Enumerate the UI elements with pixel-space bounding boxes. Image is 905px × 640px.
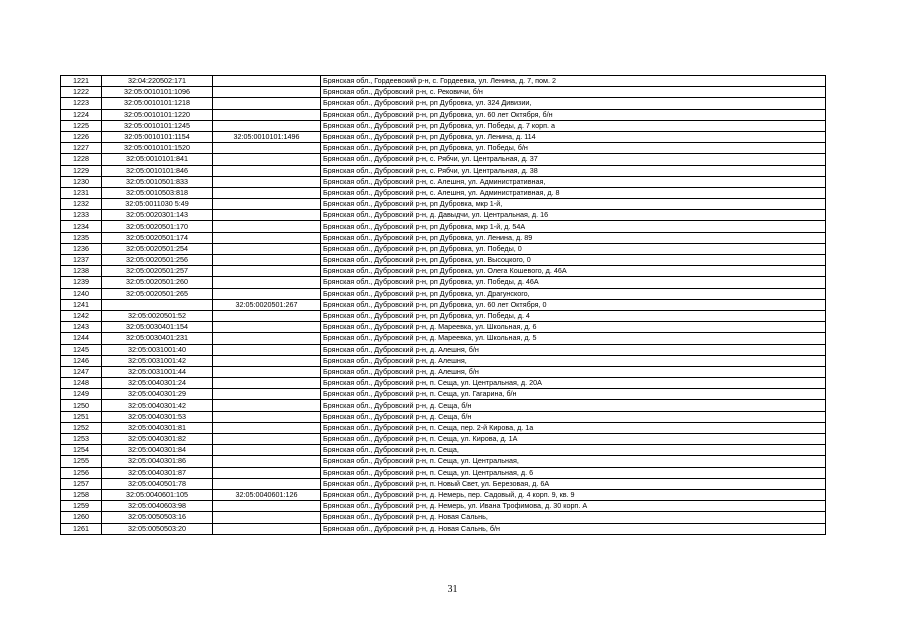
address-cell: Брянская обл., Дубровский р-н, д. Мареевка, ул. Школьная, д. 6: [321, 322, 826, 333]
registry-table: [60, 75, 826, 535]
table-row: [61, 310, 826, 321]
address-cell: Брянская обл., Дубровский р-н, рп Дубровка, ул. Победы, б/н: [321, 143, 826, 154]
table-row: [61, 422, 826, 433]
address-cell: Брянская обл., Дубровский р-н, с. Рябчи, ул. Центральная, д. 37: [321, 154, 826, 165]
linked-cadastral-number-cell: [213, 422, 321, 433]
table-row: [61, 400, 826, 411]
cadastral-number-cell: 32:04:220502:171: [102, 76, 213, 87]
linked-cadastral-number-cell: [213, 512, 321, 523]
address-cell: Брянская обл., Дубровский р-н, рп Дубровка, ул. Победы, д. 4: [321, 310, 826, 321]
row-number-cell: 1222: [61, 87, 102, 98]
row-number-cell: 1228: [61, 154, 102, 165]
linked-cadastral-number-cell: [213, 445, 321, 456]
address-cell: Брянская обл., Дубровский р-н, рп Дубровка, ул. Драгунского,: [321, 288, 826, 299]
cadastral-number-cell: 32:05:0020501:256: [102, 255, 213, 266]
linked-cadastral-number-cell: [213, 366, 321, 377]
cadastral-number-cell: 32:05:0040301:84: [102, 445, 213, 456]
cadastral-number-cell: 32:05:0020501:260: [102, 277, 213, 288]
linked-cadastral-number-cell: 32:05:0010101:1496: [213, 131, 321, 142]
linked-cadastral-number-cell: [213, 344, 321, 355]
linked-cadastral-number-cell: [213, 187, 321, 198]
address-cell: Брянская обл., Дубровский р-н, п. Сеща, ул. Кирова, д. 1А: [321, 434, 826, 445]
linked-cadastral-number-cell: [213, 400, 321, 411]
cadastral-number-cell: 32:05:0011030 5:49: [102, 199, 213, 210]
cadastral-number-cell: 32:05:0040301:87: [102, 467, 213, 478]
table-row: [61, 255, 826, 266]
cadastral-number-cell: 32:05:0020501:254: [102, 243, 213, 254]
cadastral-number-cell: 32:05:0040301:86: [102, 456, 213, 467]
address-cell: Брянская обл., Дубровский р-н, рп Дубровка, ул. Ленина, д. 114: [321, 131, 826, 142]
table-row: [61, 120, 826, 131]
row-number-cell: 1231: [61, 187, 102, 198]
linked-cadastral-number-cell: [213, 221, 321, 232]
table-row: [61, 243, 826, 254]
row-number-cell: 1255: [61, 456, 102, 467]
address-cell: Брянская обл., Дубровский р-н, д. Алешня, б/н: [321, 366, 826, 377]
cadastral-number-cell: 32:05:0050503:20: [102, 523, 213, 534]
address-cell: Брянская обл., Дубровский р-н, п. Сеща, пер. 2-й Кирова, д. 1а: [321, 422, 826, 433]
table-row: [61, 176, 826, 187]
row-number-cell: 1243: [61, 322, 102, 333]
address-cell: Брянская обл., Дубровский р-н, д. Сеща, б/н: [321, 411, 826, 422]
row-number-cell: 1234: [61, 221, 102, 232]
linked-cadastral-number-cell: [213, 333, 321, 344]
table-row: [61, 501, 826, 512]
address-cell: Брянская обл., Дубровский р-н, п. Сеща,: [321, 445, 826, 456]
row-number-cell: 1245: [61, 344, 102, 355]
address-cell: Брянская обл., Дубровский р-н, рп Дубровка, ул. Ленина, д. 89: [321, 232, 826, 243]
linked-cadastral-number-cell: [213, 120, 321, 131]
address-cell: Брянская обл., Дубровский р-н, д. Новая Сальнь,: [321, 512, 826, 523]
row-number-cell: 1232: [61, 199, 102, 210]
table-row: [61, 478, 826, 489]
cadastral-number-cell: 32:05:0020501:52: [102, 310, 213, 321]
linked-cadastral-number-cell: [213, 109, 321, 120]
table-row: [61, 467, 826, 478]
cadastral-number-cell: 32:05:0020501:265: [102, 288, 213, 299]
table-row: [61, 187, 826, 198]
table-row: [61, 445, 826, 456]
address-cell: Брянская обл., Дубровский р-н, рп Дубровка, ул. Победы, д. 46А: [321, 277, 826, 288]
address-cell: Брянская обл., Дубровский р-н, с. Алешня, ул. Административная,: [321, 176, 826, 187]
row-number-cell: 1230: [61, 176, 102, 187]
row-number-cell: 1237: [61, 255, 102, 266]
table-row: [61, 131, 826, 142]
cadastral-number-cell: 32:05:0031001:44: [102, 366, 213, 377]
row-number-cell: 1244: [61, 333, 102, 344]
address-cell: Брянская обл., Дубровский р-н, д. Немерь, пер. Садовый, д. 4 корп. 9, кв. 9: [321, 489, 826, 500]
cadastral-number-cell: 32:05:0040603:98: [102, 501, 213, 512]
row-number-cell: 1260: [61, 512, 102, 523]
address-cell: Брянская обл., Дубровский р-н, с. Рябчи, ул. Центральная, д. 38: [321, 165, 826, 176]
row-number-cell: 1223: [61, 98, 102, 109]
address-cell: Брянская обл., Дубровский р-н, рп Дубровка, мкр 1-й,: [321, 199, 826, 210]
table-row: [61, 210, 826, 221]
table-row: [61, 277, 826, 288]
cadastral-number-cell: 32:05:0040301:29: [102, 389, 213, 400]
cadastral-number-cell: 32:05:0020501:170: [102, 221, 213, 232]
address-cell: Брянская обл., Дубровский р-н, д. Сеща, б/н: [321, 400, 826, 411]
address-cell: Брянская обл., Дубровский р-н, п. Сеща, ул. Гагарина, б/н: [321, 389, 826, 400]
address-cell: Брянская обл., Дубровский р-н, д. Немерь, ул. Ивана Трофимова, д. 30 корп. А: [321, 501, 826, 512]
row-number-cell: 1233: [61, 210, 102, 221]
address-cell: Брянская обл., Дубровский р-н, д. Алешня, б/н: [321, 344, 826, 355]
linked-cadastral-number-cell: [213, 456, 321, 467]
cadastral-number-cell: 32:05:0010101:1220: [102, 109, 213, 120]
row-number-cell: 1252: [61, 422, 102, 433]
address-cell: Брянская обл., Дубровский р-н, д. Новая Сальнь, б/н: [321, 523, 826, 534]
row-number-cell: 1238: [61, 266, 102, 277]
row-number-cell: 1235: [61, 232, 102, 243]
linked-cadastral-number-cell: [213, 232, 321, 243]
row-number-cell: 1247: [61, 366, 102, 377]
linked-cadastral-number-cell: [213, 389, 321, 400]
address-cell: Брянская обл., Дубровский р-н, п. Сеща, ул. Центральная, д. 6: [321, 467, 826, 478]
linked-cadastral-number-cell: [213, 76, 321, 87]
linked-cadastral-number-cell: [213, 310, 321, 321]
row-number-cell: 1258: [61, 489, 102, 500]
table-row: [61, 98, 826, 109]
table-row: [61, 333, 826, 344]
row-number-cell: 1239: [61, 277, 102, 288]
linked-cadastral-number-cell: [213, 467, 321, 478]
row-number-cell: 1261: [61, 523, 102, 534]
table-row: [61, 411, 826, 422]
table-row: [61, 76, 826, 87]
table-row: [61, 434, 826, 445]
row-number-cell: 1227: [61, 143, 102, 154]
linked-cadastral-number-cell: [213, 322, 321, 333]
cadastral-number-cell: [102, 299, 213, 310]
cadastral-number-cell: 32:05:0010101:1520: [102, 143, 213, 154]
linked-cadastral-number-cell: [213, 378, 321, 389]
table-row: [61, 232, 826, 243]
table-row: [61, 109, 826, 120]
cadastral-number-cell: 32:05:0010101:1245: [102, 120, 213, 131]
row-number-cell: 1251: [61, 411, 102, 422]
linked-cadastral-number-cell: [213, 255, 321, 266]
row-number-cell: 1254: [61, 445, 102, 456]
cadastral-number-cell: 32:05:0040301:42: [102, 400, 213, 411]
row-number-cell: 1248: [61, 378, 102, 389]
row-number-cell: 1229: [61, 165, 102, 176]
row-number-cell: 1241: [61, 299, 102, 310]
address-cell: Брянская обл., Дубровский р-н, рп Дубровка, ул. 60 лет Октября, 0: [321, 299, 826, 310]
row-number-cell: 1259: [61, 501, 102, 512]
cadastral-number-cell: 32:05:0050503:16: [102, 512, 213, 523]
row-number-cell: 1249: [61, 389, 102, 400]
row-number-cell: 1226: [61, 131, 102, 142]
cadastral-number-cell: 32:05:0020301:143: [102, 210, 213, 221]
cadastral-number-cell: 32:05:0040301:81: [102, 422, 213, 433]
address-cell: Брянская обл., Дубровский р-н, д. Давыдчи, ул. Центральная, д. 16: [321, 210, 826, 221]
linked-cadastral-number-cell: 32:05:0020501:267: [213, 299, 321, 310]
table-row: [61, 87, 826, 98]
row-number-cell: 1221: [61, 76, 102, 87]
linked-cadastral-number-cell: [213, 154, 321, 165]
linked-cadastral-number-cell: [213, 165, 321, 176]
table-row: [61, 523, 826, 534]
row-number-cell: 1224: [61, 109, 102, 120]
row-number-cell: 1225: [61, 120, 102, 131]
registry-table-body: [61, 76, 826, 535]
row-number-cell: 1242: [61, 310, 102, 321]
address-cell: Брянская обл., Дубровский р-н, с. Рековичи, б/н: [321, 87, 826, 98]
row-number-cell: 1236: [61, 243, 102, 254]
address-cell: Брянская обл., Гордеевский р-н, с. Гордеевка, ул. Ленина, д. 7, пом. 2: [321, 76, 826, 87]
cadastral-number-cell: 32:05:0010101:1154: [102, 131, 213, 142]
table-row: [61, 489, 826, 500]
table-row: [61, 456, 826, 467]
address-cell: Брянская обл., Дубровский р-н, с. Алешня, ул. Административная, д. 8: [321, 187, 826, 198]
table-row: [61, 288, 826, 299]
linked-cadastral-number-cell: [213, 98, 321, 109]
linked-cadastral-number-cell: [213, 266, 321, 277]
cadastral-number-cell: 32:05:0040301:82: [102, 434, 213, 445]
address-cell: Брянская обл., Дубровский р-н, рп Дубровка, ул. 60 лет Октября, б/н: [321, 109, 826, 120]
table-row: [61, 355, 826, 366]
row-number-cell: 1256: [61, 467, 102, 478]
cadastral-number-cell: 32:05:0010503:818: [102, 187, 213, 198]
address-cell: Брянская обл., Дубровский р-н, рп Дубровка, ул. Победы, д. 7 корп. а: [321, 120, 826, 131]
table-row: [61, 378, 826, 389]
address-cell: Брянская обл., Дубровский р-н, рп Дубровка, ул. Победы, 0: [321, 243, 826, 254]
linked-cadastral-number-cell: [213, 523, 321, 534]
linked-cadastral-number-cell: [213, 176, 321, 187]
linked-cadastral-number-cell: 32:05:0040601:126: [213, 489, 321, 500]
cadastral-number-cell: 32:05:0040301:24: [102, 378, 213, 389]
cadastral-number-cell: 32:05:0040501:78: [102, 478, 213, 489]
table-row: [61, 143, 826, 154]
linked-cadastral-number-cell: [213, 411, 321, 422]
row-number-cell: 1250: [61, 400, 102, 411]
table-row: [61, 322, 826, 333]
cadastral-number-cell: 32:05:0040601:105: [102, 489, 213, 500]
address-cell: Брянская обл., Дубровский р-н, д. Мареевка, ул. Школьная, д. 5: [321, 333, 826, 344]
row-number-cell: 1240: [61, 288, 102, 299]
linked-cadastral-number-cell: [213, 288, 321, 299]
cadastral-number-cell: 32:05:0031001:40: [102, 344, 213, 355]
address-cell: Брянская обл., Дубровский р-н, рп Дубровка, ул. Высоцкого, 0: [321, 255, 826, 266]
cadastral-number-cell: 32:05:0020501:257: [102, 266, 213, 277]
linked-cadastral-number-cell: [213, 199, 321, 210]
address-cell: Брянская обл., Дубровский р-н, рп Дубровка, ул. 324 Дивизии,: [321, 98, 826, 109]
linked-cadastral-number-cell: [213, 434, 321, 445]
table-row: [61, 366, 826, 377]
table-row: [61, 344, 826, 355]
table-row: [61, 165, 826, 176]
row-number-cell: 1257: [61, 478, 102, 489]
cadastral-number-cell: 32:05:0010101:841: [102, 154, 213, 165]
linked-cadastral-number-cell: [213, 501, 321, 512]
table-row: [61, 512, 826, 523]
cadastral-number-cell: 32:05:0030401:154: [102, 322, 213, 333]
cadastral-number-cell: 32:05:0020501:174: [102, 232, 213, 243]
linked-cadastral-number-cell: [213, 243, 321, 254]
page-number: 31: [447, 584, 458, 595]
table-row: [61, 199, 826, 210]
row-number-cell: 1246: [61, 355, 102, 366]
linked-cadastral-number-cell: [213, 277, 321, 288]
cadastral-number-cell: 32:05:0030401:231: [102, 333, 213, 344]
cadastral-number-cell: 32:05:0010101:1218: [102, 98, 213, 109]
linked-cadastral-number-cell: [213, 355, 321, 366]
cadastral-number-cell: 32:05:0010501:833: [102, 176, 213, 187]
table-row: [61, 389, 826, 400]
table-row: [61, 154, 826, 165]
table-row: [61, 221, 826, 232]
linked-cadastral-number-cell: [213, 87, 321, 98]
address-cell: Брянская обл., Дубровский р-н, п. Новый Свет, ул. Березовая, д. 6А: [321, 478, 826, 489]
row-number-cell: 1253: [61, 434, 102, 445]
address-cell: Брянская обл., Дубровский р-н, рп Дубровка, мкр 1-й, д. 54А: [321, 221, 826, 232]
linked-cadastral-number-cell: [213, 210, 321, 221]
linked-cadastral-number-cell: [213, 478, 321, 489]
address-cell: Брянская обл., Дубровский р-н, рп Дубровка, ул. Олега Кошевого, д. 46А: [321, 266, 826, 277]
address-cell: Брянская обл., Дубровский р-н, п. Сеща, ул. Центральная,: [321, 456, 826, 467]
linked-cadastral-number-cell: [213, 143, 321, 154]
address-cell: Брянская обл., Дубровский р-н, п. Сеща, ул. Центральная, д. 20А: [321, 378, 826, 389]
cadastral-number-cell: 32:05:0010101:1096: [102, 87, 213, 98]
cadastral-number-cell: 32:05:0031001:42: [102, 355, 213, 366]
cadastral-number-cell: 32:05:0010101:846: [102, 165, 213, 176]
table-row: [61, 266, 826, 277]
cadastral-number-cell: 32:05:0040301:53: [102, 411, 213, 422]
table-row: [61, 299, 826, 310]
address-cell: Брянская обл., Дубровский р-н, д. Алешня,: [321, 355, 826, 366]
